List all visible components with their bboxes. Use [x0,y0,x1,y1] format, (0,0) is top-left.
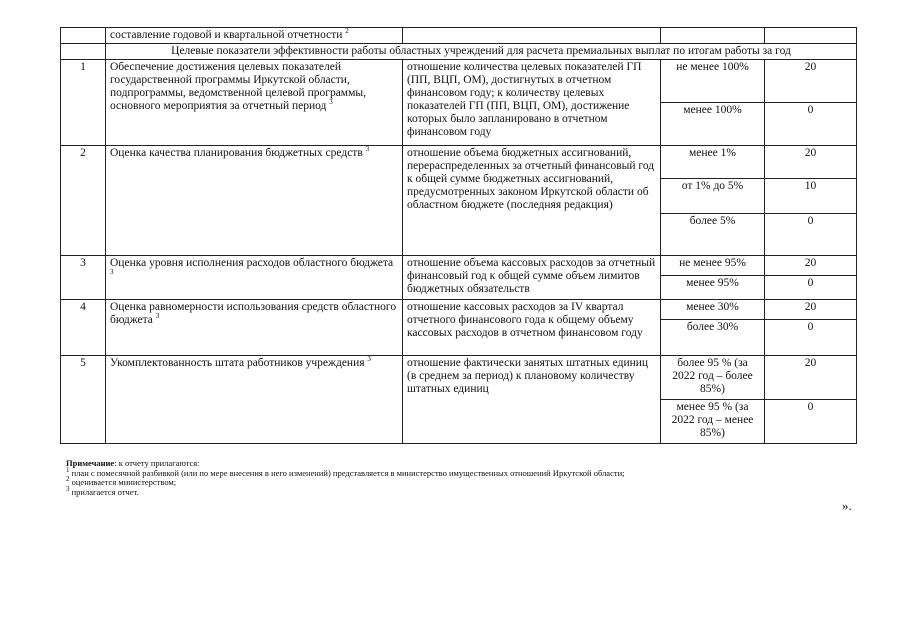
criterion-condition: менее 1% [661,146,765,179]
criterion-points: 20 [765,60,857,103]
note-item [66,484,624,498]
table-row [61,60,857,103]
top-row-label: составление годовой и квартальной отчетности [110,29,343,41]
criterion-condition: не менее 100% [661,60,765,103]
row-number: 5 [61,356,106,444]
row-number: 3 [61,256,106,300]
indicator-name [106,146,403,256]
top-row [61,28,857,44]
indicator-formula: отношение объема кассовых расходов за отчетный финансовый год к общей сумме объем лимитов бюджетных обязательств [403,256,661,300]
note-text: оценивается министерством; [71,477,177,487]
notes-intro: : к отчету прилагаются: [114,458,200,468]
note-item [66,475,624,488]
indicator-name-text: Укомплектованность штата работников учреждения [110,357,365,369]
criterion-points: 0 [765,320,857,356]
indicator-formula: отношение количества целевых показателей ГП (ПП, ВЦП, ОМ), достигнутых в отчетном финансовом году; к количеству целевых показателей ГП (ПП, ВЦП, ОМ), достижение которых было запланировано в отчетном финансовом году [403,60,661,146]
criterion-points: 0 [765,103,857,146]
criterion-points: 0 [765,400,857,444]
indicator-name-text: Обеспечение достижения целевых показателей государственной программы Иркутской области, подпрограммы, ведомственной целевой программы, основного мероприятия за отчетный период [110,61,366,112]
criterion-condition: более 5% [661,214,765,256]
indicator-formula: отношение фактически занятых штатных единиц (в среднем за период) к плановому количеству штатных единиц [403,356,661,444]
indicator-name [106,300,403,356]
top-row-footnote-mark: 2 [345,27,349,36]
indicator-name-text: Оценка уровня исполнения расходов областного бюджета [110,257,394,269]
criterion-condition: менее 95 % (за 2022 год – менее 85%) [661,400,765,444]
section-header-row [61,44,857,60]
footnote-mark: 3 [329,98,333,107]
section-header: Целевые показатели эффективности работы областных учреждений для расчета премиальных выплат по итогам работы за год [106,44,857,60]
footnote-mark: 3 [365,145,370,154]
criterion-condition: не менее 95% [661,256,765,276]
section-header-num-cell [61,44,106,60]
note-mark: 1 [66,465,70,474]
top-row-num-cell [61,28,106,44]
table-row [61,300,857,320]
indicator-name [106,356,403,444]
notes-title: Примечание [66,458,115,468]
indicator-name-text: Оценка качества планирования бюджетных средств [110,147,363,159]
footnote-mark: 3 [155,312,160,321]
criterion-condition: менее 30% [661,300,765,320]
criterion-points: 20 [765,256,857,276]
criterion-points: 0 [765,276,857,300]
criterion-condition: менее 100% [661,103,765,146]
row-number: 2 [61,146,106,256]
criterion-points: 20 [765,146,857,179]
indicator-name-text: Оценка равномерности использования средств областного бюджета [110,301,397,326]
criterion-condition: более 30% [661,320,765,356]
criterion-points: 0 [765,214,857,256]
note-mark: 2 [66,475,70,484]
closing-quote-mark: ». [842,498,852,513]
row-number: 4 [61,300,106,356]
footnote-mark: 3 [367,355,371,364]
indicators-table [60,27,857,444]
table-row [61,256,857,276]
criterion-points: 20 [765,356,857,400]
note-mark: 3 [66,484,70,493]
table-row [61,356,857,400]
notes-list [66,465,625,498]
top-row-criteria-cell [661,28,765,44]
criterion-points: 20 [765,300,857,320]
indicator-formula: отношение кассовых расходов за IV квартал отчетного финансового года к общему объему кассовых расходов в отчетном финансовом году [403,300,661,356]
top-row-text [106,28,403,44]
indicator-name [106,60,403,146]
criterion-condition: более 95 % (за 2022 год – более 85%) [661,356,765,400]
footnote-mark: 3 [110,268,114,277]
criterion-condition: от 1% до 5% [661,179,765,214]
criterion-condition: менее 95% [661,276,765,300]
notes [66,459,624,497]
note-text: прилагается отчет. [71,486,139,497]
criterion-points: 10 [765,179,857,214]
indicator-formula: отношение объема бюджетных ассигнований, перераспределенных за отчетный финансовый год к общей сумме бюджетных ассигнований, предусмотренных законом Иркутской области об областном бюджете (последняя редакция) [403,146,661,256]
note-text: план с помесячной разбивкой (или по мере внесения в него изменений) представляется в министерство имущественных отношений Иркутской области; [71,467,625,478]
indicator-name [106,256,403,300]
table-row [61,146,857,179]
row-number: 1 [61,60,106,146]
top-row-formula-cell [403,28,661,44]
top-row-points-cell [765,28,857,44]
